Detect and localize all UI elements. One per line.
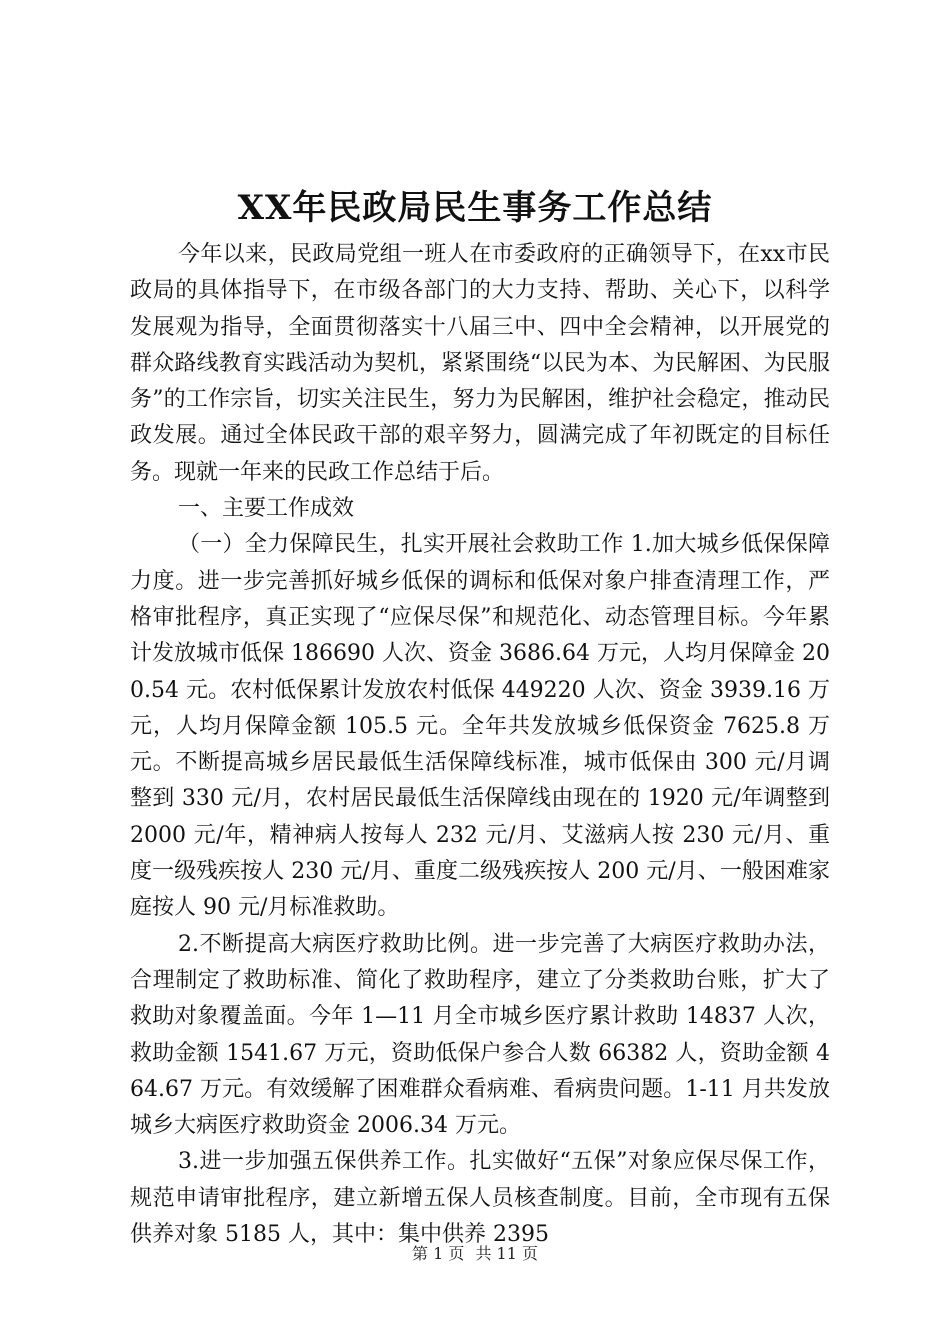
page-total: 共 11 页 bbox=[475, 1244, 538, 1263]
page-number: 第 1 页 bbox=[412, 1244, 465, 1263]
section-heading: 一、主要工作成效 bbox=[178, 496, 355, 522]
paragraph-subsistence: （一）全力保障民生，扎实开展社会救助工作 1.加大城乡低保保障力度。进一步完善抓好城乡低保的调标和低保对象户排查清理工作，严格审批程序，真正实现了“应保尽保”和规范化、动态管理目标。今年累计发放城市低保 186690 人次、资金 3686.64 万元，人均月保障金 200.54 元。农村低保累计发放农村低保 449220 人次、资金 3939.16 万元，人均月保障金额 105.5 元。全年共发放城乡低保资金 7625.8 万元。不断提高城乡居民最低生活保障线标准，城市低保由 300 元/月调整到 330 元/月，农村居民最低生活保障线由现在的 1920 元/年调整到 2000 元/年，精神病人按每人 232 元/月、艾滋病人按 230 元/月、重度一级残疾按人 230 元/月、重度二级残疾按人 200 元/月、一般困难家庭按人 90 元/月标准救助。 bbox=[130, 532, 830, 921]
page-footer bbox=[0, 1243, 950, 1265]
document-body bbox=[130, 237, 830, 1253]
paragraph-medical-aid: 2.不断提高大病医疗救助比例。进一步完善了大病医疗救助办法，合理制定了救助标准、简化了救助程序，建立了分类救助台账，扩大了救助对象覆盖面。今年 1—11 月全市城乡医疗累计救助 14837 人次，救助金额 1541.67 万元，资助低保户参合人数 66382 人，资助金额 464.67 万元。有效缓解了困难群众看病难、看病贵问题。1-11 月共发放城乡大病医疗救助资金 2006.34 万元。 bbox=[130, 931, 830, 1139]
paragraph-intro: 今年以来，民政局党组一班人在市委政府的正确领导下，在xx市民政局的具体指导下，在市级各部门的大力支持、帮助、关心下，以科学发展观为指导，全面贯彻落实十八届三中、四中全会精神，以开展党的群众路线教育实践活动为契机，紧紧围绕“以民为本、为民解困、为民服务”的工作宗旨，切实关注民生，努力为民解困，维护社会稳定，推动民政发展。通过全体民政干部的艰辛努力，圆满完成了年初既定的目标任务。现就一年来的民政工作总结于后。 bbox=[130, 242, 830, 485]
document-title: XX年民政局民生事务工作总结 bbox=[237, 188, 713, 228]
paragraph-five-guarantees: 3.进一步加强五保供养工作。扎实做好“五保”对象应保尽保工作，规范申请审批程序，建立新增五保人员核查制度。目前，全市现有五保供养对象 5185 人，其中：集中供养 2395 bbox=[130, 1149, 830, 1248]
